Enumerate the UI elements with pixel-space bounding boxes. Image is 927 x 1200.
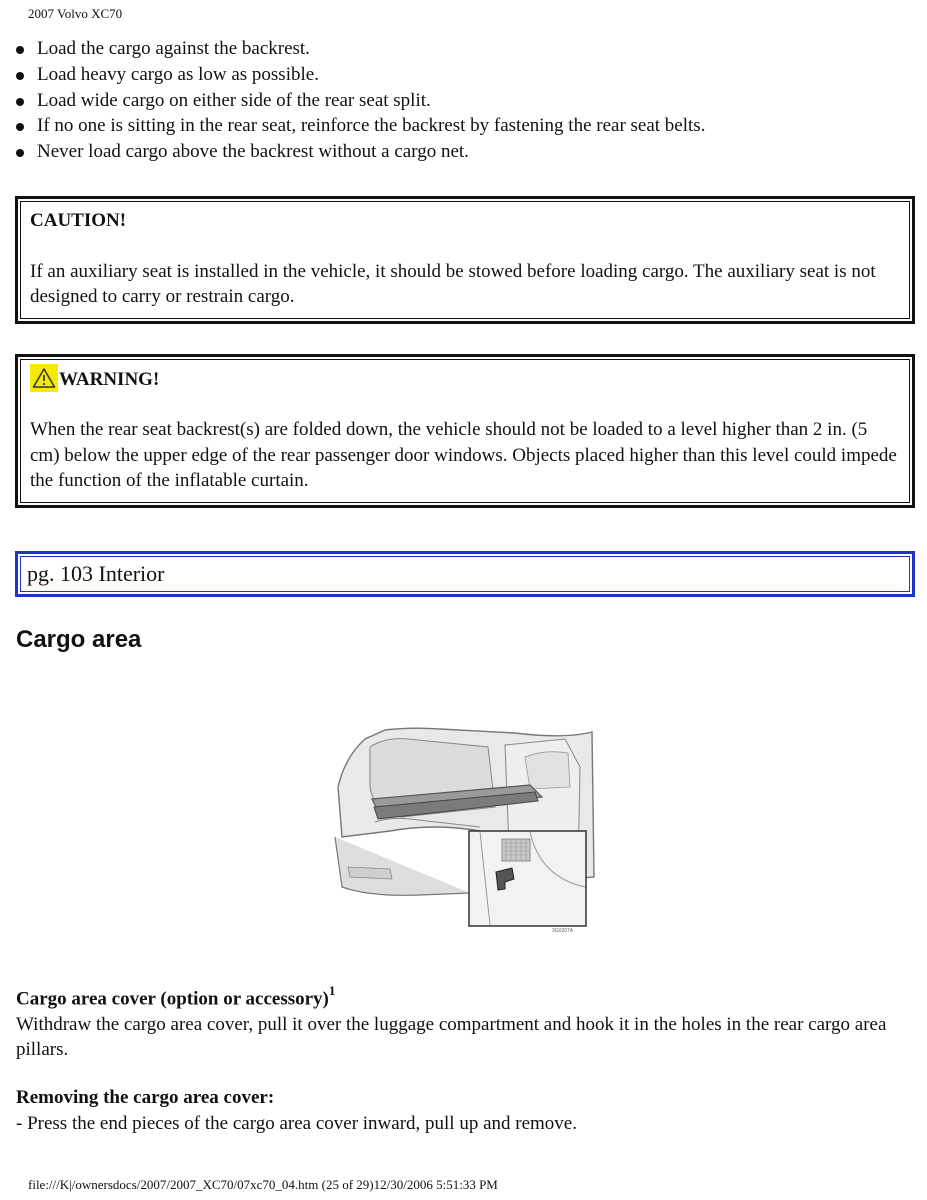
warning-triangle-icon — [30, 364, 58, 392]
section-title: Cargo area — [16, 626, 142, 653]
figure-code: 3G0207A — [552, 928, 574, 934]
list-item: Never load cargo above the backrest without a cargo net. — [16, 139, 705, 165]
document-header: 2007 Volvo XC70 — [28, 6, 123, 21]
cargo-cover-section — [16, 980, 911, 1063]
warning-title: WARNING! — [59, 368, 160, 390]
caution-title: CAUTION! — [30, 210, 127, 231]
page-link[interactable]: pg. 103 Interior — [20, 556, 910, 592]
cargo-cover-illustration — [330, 727, 595, 937]
removing-section — [16, 1085, 911, 1136]
warning-box — [15, 354, 915, 508]
list-item: Load wide cargo on either side of the rear seat split. — [16, 88, 705, 114]
cargo-cover-heading: Cargo area cover (option or accessory) — [16, 988, 329, 1010]
page-link-box[interactable] — [15, 551, 915, 597]
footnote-link[interactable]: 1 — [328, 983, 336, 998]
removing-text: - Press the end pieces of the cargo area cover inward, pull up and remove. — [16, 1112, 577, 1134]
list-item: Load heavy cargo as low as possible. — [16, 62, 705, 88]
cargo-cover-text: Withdraw the cargo area cover, pull it over the luggage compartment and hook it in the holes in the rear cargo area pillars. — [16, 1013, 887, 1061]
caution-text: If an auxiliary seat is installed in the vehicle, it should be stowed before loading cargo. The auxiliary seat is not designed to carry or restrain cargo. — [30, 260, 876, 307]
caution-box — [15, 196, 915, 324]
list-item: If no one is sitting in the rear seat, reinforce the backrest by fastening the rear seat belts. — [16, 113, 705, 139]
warning-text: When the rear seat backrest(s) are folded down, the vehicle should not be loaded to a level higher than 2 in. (5 cm) below the upper edge of the rear passenger door windows. Objects placed higher than this level could impede the function of the inflatable curtain. — [30, 419, 897, 491]
loading-tips-list — [16, 36, 705, 165]
file-path-footer: file:///K|/ownersdocs/2007/2007_XC70/07xc70_04.htm (25 of 29)12/30/2006 5:51:33 PM — [28, 1177, 498, 1192]
list-item: Load the cargo against the backrest. — [16, 36, 705, 62]
removing-heading: Removing the cargo area cover: — [16, 1087, 275, 1108]
